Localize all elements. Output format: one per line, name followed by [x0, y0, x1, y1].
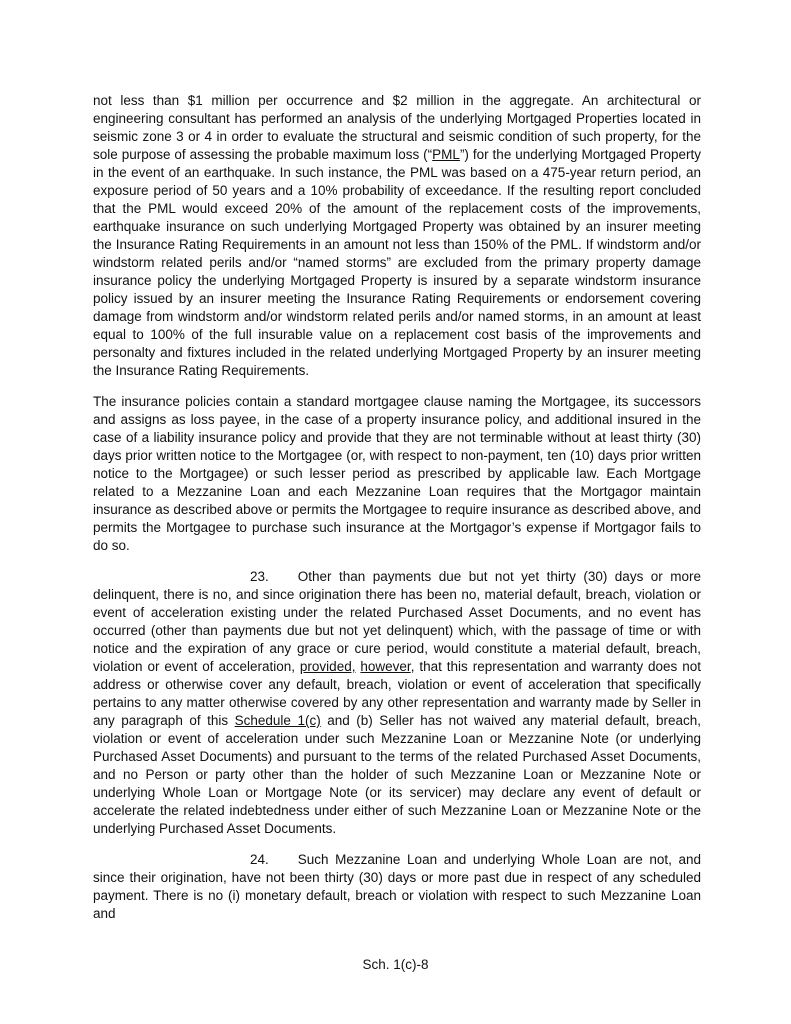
- underlined-term-however: however: [360, 659, 411, 674]
- paragraph-mortgagee-clause: [93, 393, 701, 555]
- paragraph-number: 24.: [250, 852, 269, 867]
- paragraph-text: ”) for the underlying Mortgaged Property in the event of an earthquake. In such instance, the PML was based on a 475-year return period, an exposure period of 50 years and a 10% probability of exceedance. If the resulting report concluded that the PML would exceed 20% of the amount of the replacement costs of the improvements, earthquake insurance on such underlying Mortgaged Property was obtained by an insurer meeting the Insurance Rating Requirements in an amount not less than 150% of the PML. If windstorm and/or windstorm related perils and/or “named storms” are excluded from the primary property damage insurance policy the underlying Mortgaged Property is insured by a separate windstorm insurance policy issued by an insurer meeting the Insurance Rating Requirements or endorsement covering damage from windstorm and/or windstorm related perils and/or named storms, in an amount at least equal to 100% of the full insurable value on a replacement cost basis of the improvements and personalty and fixtures included in the related underlying Mortgaged Property by an insurer meeting the Insurance Rating Requirements.: [93, 147, 701, 378]
- paragraph-text: Such Mezzanine Loan and underlying Whole Loan are not, and since their origination, have not been thirty (30) days or more past due in respect of any scheduled payment. There is no (i) monetary default, breach or violation with respect to such Mezzanine Loan and: [93, 852, 701, 921]
- underlined-term-provided: provided,: [299, 659, 356, 674]
- paragraph-text: and (b) Seller has not waived any material default, breach, violation or event of acceleration under such Mezzanine Loan or Mezzanine Note (or underlying Purchased Asset Documents) and pursuant to the terms of the related Purchased Asset Documents, and no Person or party other than the holder of such Mezzanine Loan or Mezzanine Note or underlying Whole Loan or Mortgage Note (or its servicer) may declare any event of default or accelerate the related indebtedness under either of such Mezzanine Loan or Mezzanine Note or the underlying Purchased Asset Documents.: [93, 713, 702, 836]
- document-body: [93, 92, 701, 936]
- paragraph-text: The insurance policies contain a standard mortgagee clause naming the Mortgagee, its successors and assigns as loss payee, in the case of a property insurance policy, and additional insured in the case of a liability insurance policy and provide that they are not terminable without at least thirty (30) days prior written notice to the Mortgagee (or, with respect to non-payment, ten (10) days prior written notice to the Mortgagee) or such lesser period as prescribed by applicable law. Each Mortgage related to a Mezzanine Loan and each Mezzanine Loan requires that the Mortgagor maintain insurance as described above or permits the Mortgagee to require insurance as described above, and permits the Mortgagee to purchase such insurance at the Mortgagor’s expense if Mortgagor fails to do so.: [93, 394, 701, 553]
- cross-reference-schedule-1c: Schedule 1(c): [234, 713, 321, 728]
- paragraph-insurance-pml: [93, 92, 701, 380]
- paragraph-text: , that this representation and warranty does not address or otherwise cover any default, breach, violation or event of acceleration that specifically pertains to any matter otherwise covered by any other representation and warranty made by Seller in any paragraph of this: [93, 659, 701, 728]
- paragraph-23: [93, 568, 701, 838]
- paragraph-text: Other than payments due but not yet thirty (30) days or more delinquent, there is no, and since origination there has been no, material default, breach, violation or event of acceleration existing under the related Purchased Asset Documents, and no event has occurred (other than payments due but not yet delinquent) which, with the passage of time or with notice and the expiration of any grace or cure period, would constitute a material default, breach, violation or event of acceleration,: [93, 569, 701, 674]
- defined-term-pml: PML: [432, 147, 460, 162]
- page-number: Sch. 1(c)-8: [362, 957, 429, 972]
- paragraph-24: [93, 851, 701, 923]
- paragraph-text: not less than $1 million per occurrence and $2 million in the aggregate. An architectural or engineering consultant has performed an analysis of the underlying Mortgaged Properties located in seismic zone 3 or 4 in order to evaluate the structural and seismic condition of such property, for the sole purpose of assessing the probable maximum loss (“: [93, 93, 701, 162]
- paragraph-number: 23.: [250, 569, 269, 584]
